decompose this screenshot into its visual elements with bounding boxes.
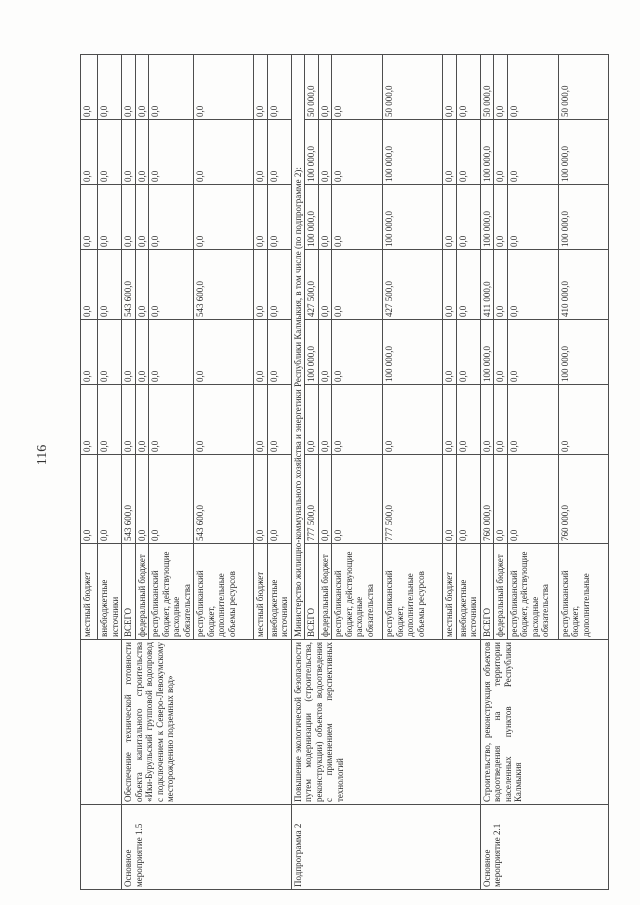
funding-source-cell: федеральный бюджет xyxy=(318,544,332,640)
amount-cell: 0,0 xyxy=(149,385,194,455)
amount-cell: 0,0 xyxy=(149,250,194,320)
amount-cell: 0,0 xyxy=(507,250,558,320)
amount-cell: 0,0 xyxy=(456,120,480,185)
amount-cell: 0,0 xyxy=(194,385,254,455)
amount-cell: 0,0 xyxy=(443,185,457,250)
amount-cell: 50 000,0 xyxy=(480,55,494,120)
funding-source-cell: федеральный бюджет xyxy=(494,544,508,640)
amount-cell: 760 000,0 xyxy=(480,455,494,544)
amount-cell: 0,0 xyxy=(267,55,291,120)
amount-cell: 543 600,0 xyxy=(194,250,254,320)
amount-cell: 0,0 xyxy=(318,185,332,250)
amount-cell: 0,0 xyxy=(81,55,98,120)
amount-cell: 0,0 xyxy=(81,250,98,320)
amount-cell: 760 000,0 xyxy=(558,455,608,544)
amount-cell: 0,0 xyxy=(494,385,508,455)
amount-cell: 0,0 xyxy=(194,185,254,250)
program-title-cell: Строительство, реконструкция объектов водоотведения на территории населенных пунктов Республики Калмыкия xyxy=(480,640,608,805)
amount-cell: 0,0 xyxy=(135,250,149,320)
amount-cell: 0,0 xyxy=(318,250,332,320)
amount-cell: 543 600,0 xyxy=(122,455,136,544)
amount-cell: 0,0 xyxy=(135,185,149,250)
amount-cell: 0,0 xyxy=(254,320,268,385)
amount-cell: 543 600,0 xyxy=(122,250,136,320)
amount-cell: 0,0 xyxy=(456,55,480,120)
table-row xyxy=(122,55,136,890)
amount-cell: 0,0 xyxy=(81,385,98,455)
funding-source-cell: республиканский бюджет, дополнительные xyxy=(558,544,608,640)
amount-cell: 0,0 xyxy=(267,250,291,320)
amount-cell: 0,0 xyxy=(494,55,508,120)
amount-cell: 100 000,0 xyxy=(383,120,443,185)
amount-cell: 0,0 xyxy=(305,385,319,455)
amount-cell: 0,0 xyxy=(254,455,268,544)
amount-cell: 0,0 xyxy=(332,120,383,185)
amount-cell: 0,0 xyxy=(254,185,268,250)
table-row xyxy=(480,55,494,890)
amount-cell: 100 000,0 xyxy=(558,320,608,385)
rotated-table-sheet xyxy=(80,55,591,890)
amount-cell: 0,0 xyxy=(194,320,254,385)
amount-cell: 0,0 xyxy=(332,455,383,544)
amount-cell: 0,0 xyxy=(443,385,457,455)
amount-cell: 100 000,0 xyxy=(305,185,319,250)
amount-cell: 0,0 xyxy=(122,55,136,120)
amount-cell: 0,0 xyxy=(494,120,508,185)
amount-cell: 100 000,0 xyxy=(305,320,319,385)
amount-cell: 0,0 xyxy=(194,55,254,120)
amount-cell: 0,0 xyxy=(383,385,443,455)
amount-cell: 0,0 xyxy=(494,455,508,544)
amount-cell: 0,0 xyxy=(558,385,608,455)
amount-cell: 0,0 xyxy=(135,320,149,385)
amount-cell: 0,0 xyxy=(122,185,136,250)
amount-cell: 0,0 xyxy=(443,55,457,120)
amount-cell: 100 000,0 xyxy=(480,185,494,250)
amount-cell: 410 000,0 xyxy=(558,250,608,320)
funding-source-cell: местный бюджет xyxy=(254,544,268,640)
funding-source-cell: республиканский бюджет, действующие расходные обязательства xyxy=(507,544,558,640)
amount-cell: 0,0 xyxy=(456,320,480,385)
funding-source-cell: местный бюджет xyxy=(443,544,457,640)
amount-cell: 0,0 xyxy=(332,385,383,455)
amount-cell: 0,0 xyxy=(507,55,558,120)
amount-cell: 0,0 xyxy=(443,320,457,385)
amount-cell: 777 500,0 xyxy=(383,455,443,544)
program-title-cell: Обеспечение технической готовности объекта капитального строительства «Ики-Бурульский групповой водопровод с подключением к Северо-Левокумскому месторождению подземных вод» xyxy=(122,640,292,805)
amount-cell: 0,0 xyxy=(332,55,383,120)
amount-cell: 0,0 xyxy=(149,55,194,120)
amount-cell: 0,0 xyxy=(149,455,194,544)
amount-cell: 0,0 xyxy=(318,55,332,120)
amount-cell: 427 500,0 xyxy=(305,250,319,320)
amount-cell: 0,0 xyxy=(122,320,136,385)
amount-cell: 100 000,0 xyxy=(558,120,608,185)
amount-cell: 100 000,0 xyxy=(480,120,494,185)
amount-cell: 100 000,0 xyxy=(558,185,608,250)
amount-cell: 0,0 xyxy=(443,455,457,544)
amount-cell: 0,0 xyxy=(267,120,291,185)
budget-table xyxy=(80,54,609,890)
amount-cell: 0,0 xyxy=(267,385,291,455)
funding-source-cell: федеральный бюджет xyxy=(135,544,149,640)
amount-cell: 0,0 xyxy=(135,385,149,455)
amount-cell: 0,0 xyxy=(332,185,383,250)
amount-cell: 0,0 xyxy=(456,455,480,544)
amount-cell: 50 000,0 xyxy=(558,55,608,120)
amount-cell: 0,0 xyxy=(267,320,291,385)
amount-cell: 0,0 xyxy=(122,385,136,455)
amount-cell: 0,0 xyxy=(98,320,122,385)
funding-source-cell: республиканский бюджет, действующие расходные обязательства xyxy=(332,544,383,640)
program-code-cell: Основное мероприятие 1.5 xyxy=(122,805,292,890)
program-code-cell: Основное мероприятие 2.1 xyxy=(480,805,608,890)
amount-cell: 0,0 xyxy=(254,120,268,185)
amount-cell: 0,0 xyxy=(149,320,194,385)
funding-source-cell: местный бюджет xyxy=(81,544,98,640)
amount-cell: 0,0 xyxy=(443,250,457,320)
amount-cell: 0,0 xyxy=(135,120,149,185)
funding-source-cell: республиканский бюджет, действующие расходные обязательства xyxy=(149,544,194,640)
amount-cell: 50 000,0 xyxy=(305,55,319,120)
amount-cell: 0,0 xyxy=(98,455,122,544)
amount-cell: 0,0 xyxy=(507,320,558,385)
funding-source-cell: ВСЕГО xyxy=(480,544,494,640)
page-number: 116 xyxy=(35,444,50,466)
amount-cell: 543 600,0 xyxy=(194,455,254,544)
amount-cell: 0,0 xyxy=(135,455,149,544)
amount-cell: 0,0 xyxy=(98,385,122,455)
funding-source-cell: республиканский бюджет, дополнительные объемы ресурсов xyxy=(383,544,443,640)
funding-source-cell: внебюджетные источники xyxy=(267,544,291,640)
amount-cell: 0,0 xyxy=(98,185,122,250)
amount-cell: 777 500,0 xyxy=(305,455,319,544)
funding-source-cell: ВСЕГО xyxy=(122,544,136,640)
program-code-cell xyxy=(81,805,122,890)
amount-cell: 100 000,0 xyxy=(480,320,494,385)
amount-cell: 0,0 xyxy=(149,185,194,250)
funding-source-cell: внебюджетные источники xyxy=(456,544,480,640)
amount-cell: 411 000,0 xyxy=(480,250,494,320)
amount-cell: 0,0 xyxy=(332,250,383,320)
amount-cell: 0,0 xyxy=(98,120,122,185)
amount-cell: 0,0 xyxy=(318,455,332,544)
amount-cell: 0,0 xyxy=(254,55,268,120)
amount-cell: 0,0 xyxy=(507,385,558,455)
funding-source-cell: республиканский бюджет, дополнительные объемы ресурсов xyxy=(194,544,254,640)
amount-cell: 0,0 xyxy=(81,120,98,185)
amount-cell: 0,0 xyxy=(507,185,558,250)
amount-cell: 100 000,0 xyxy=(305,120,319,185)
amount-cell: 0,0 xyxy=(149,120,194,185)
amount-cell: 100 000,0 xyxy=(383,185,443,250)
amount-cell: 0,0 xyxy=(318,385,332,455)
amount-cell: 0,0 xyxy=(507,455,558,544)
program-title-cell: Повышение экологической безопасности путем модернизации (строительства, реконструкции) объектов водоотведения с применением перспективных технологий xyxy=(291,640,480,805)
amount-cell: 0,0 xyxy=(81,185,98,250)
amount-cell: 0,0 xyxy=(318,320,332,385)
amount-cell: 0,0 xyxy=(267,455,291,544)
table-row xyxy=(81,55,98,890)
amount-cell: 0,0 xyxy=(194,120,254,185)
amount-cell: 100 000,0 xyxy=(383,320,443,385)
funding-source-cell: внебюджетные источники xyxy=(98,544,122,640)
amount-cell: 0,0 xyxy=(81,455,98,544)
amount-cell: 427 500,0 xyxy=(383,250,443,320)
amount-cell: 0,0 xyxy=(456,185,480,250)
program-title-cell xyxy=(81,640,122,805)
amount-cell: 0,0 xyxy=(81,320,98,385)
amount-cell: 0,0 xyxy=(267,185,291,250)
funding-source-cell: ВСЕГО xyxy=(305,544,319,640)
amount-cell: 0,0 xyxy=(456,250,480,320)
amount-cell: 0,0 xyxy=(494,250,508,320)
executor-cell: Министерство жилищно-коммунального хозяйства и энергетики Республики Калмыкия, в том числе (по подпрограмме 2): xyxy=(291,55,305,640)
amount-cell: 0,0 xyxy=(98,250,122,320)
amount-cell: 0,0 xyxy=(507,120,558,185)
amount-cell: 0,0 xyxy=(456,385,480,455)
amount-cell: 0,0 xyxy=(98,55,122,120)
amount-cell: 0,0 xyxy=(494,185,508,250)
program-code-cell: Подпрограмма 2 xyxy=(291,805,480,890)
amount-cell: 0,0 xyxy=(122,120,136,185)
amount-cell: 0,0 xyxy=(135,55,149,120)
amount-cell: 50 000,0 xyxy=(383,55,443,120)
amount-cell: 0,0 xyxy=(332,320,383,385)
amount-cell: 0,0 xyxy=(443,120,457,185)
amount-cell: 0,0 xyxy=(254,250,268,320)
amount-cell: 0,0 xyxy=(318,120,332,185)
amount-cell: 0,0 xyxy=(494,320,508,385)
amount-cell: 0,0 xyxy=(254,385,268,455)
amount-cell: 0,0 xyxy=(480,385,494,455)
table-row xyxy=(291,55,305,890)
